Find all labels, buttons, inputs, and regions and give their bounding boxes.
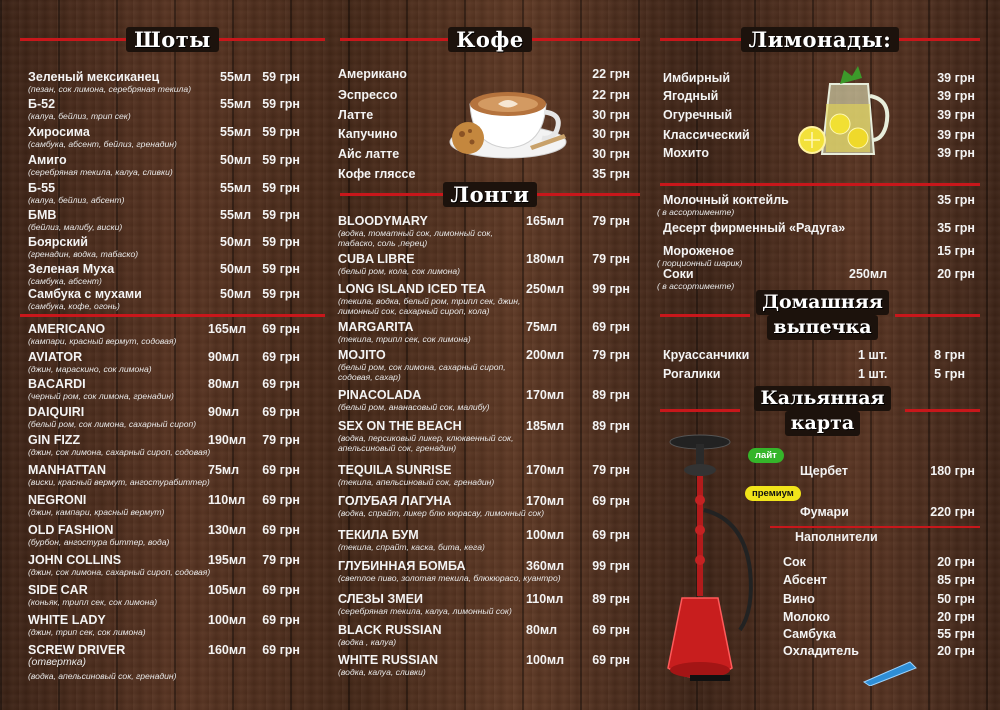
item-price: 20 грн <box>937 555 975 569</box>
item-name: MANHATTAN <box>28 463 106 477</box>
shots-title: Шоты <box>126 27 219 52</box>
item-qty: 1 шт. <box>858 367 888 381</box>
item-name: ГЛУБИННАЯ БОМБА <box>338 559 466 573</box>
item-name: SIDE CAR <box>28 583 88 597</box>
item-name: Кофе гляссе <box>338 167 416 181</box>
item-volume: 190мл <box>208 433 247 447</box>
pastry-title-line1: Домашняя <box>756 290 889 315</box>
item-price: 30 грн <box>592 108 630 122</box>
coffee-header <box>340 24 640 54</box>
lite-badge: лайт <box>748 448 784 463</box>
item-volume: 110мл <box>208 493 246 507</box>
section-divider <box>770 526 980 528</box>
item-volume: 105мл <box>208 583 247 597</box>
item-name: Соки <box>663 267 694 281</box>
item-desc: (виски, красный вермут, ангостурабиттер) <box>28 477 210 487</box>
item-name: MOJITO <box>338 348 386 362</box>
item-name: Вино <box>783 592 815 606</box>
item-volume: 50мл <box>220 235 252 249</box>
item-volume: 170мл <box>526 388 565 402</box>
item-name: DAIQUIRI <box>28 405 85 419</box>
item-volume: 75мл <box>208 463 240 477</box>
item-price: 20 грн <box>937 267 975 281</box>
item-qty: 1 шт. <box>858 348 888 362</box>
item-desc: (самбука, абсент, бейлиз, гренадин) <box>28 139 177 149</box>
item-price: 20 грн <box>937 610 975 624</box>
item-desc: (белый ром, ананасовый сок, малибу) <box>338 402 490 412</box>
item-price: 69 грн <box>592 528 630 542</box>
item-volume: 55мл <box>220 70 252 84</box>
fillers-title: Наполнители <box>795 530 878 544</box>
item-name: Рогалики <box>663 367 721 381</box>
item-desc: (текила, спрайт, каска, бита, кега) <box>338 542 485 552</box>
item-desc: (черный ром, сок лимона, гренадин) <box>28 391 174 401</box>
item-desc-2: апельсиновый сок, гренадин) <box>338 443 457 453</box>
item-price: 59 грн <box>262 287 300 301</box>
item-price: 69 грн <box>592 653 630 667</box>
item-price: 39 грн <box>937 71 975 85</box>
item-volume: 250мл <box>849 267 888 281</box>
item-desc: (текила, апельсиновый сок, гренадин) <box>338 477 495 487</box>
item-name: Самбука с мухами <box>28 287 142 301</box>
item-price: 79 грн <box>262 433 300 447</box>
item-price: 79 грн <box>592 463 630 477</box>
item-desc-2: содовая, сахар) <box>338 372 401 382</box>
item-name: Классический <box>663 128 750 142</box>
item-name: SEX ON THE BEACH <box>338 419 462 433</box>
item-desc: ( в ассортименте) <box>657 207 735 217</box>
lemonades-header <box>660 24 980 54</box>
item-name: GIN FIZZ <box>28 433 81 447</box>
hookah-title-line1: Кальянная <box>754 386 890 411</box>
item-price: 69 грн <box>262 322 300 336</box>
item-price: 69 грн <box>592 494 630 508</box>
item-volume: 160мл <box>208 643 247 657</box>
item-price: 35 грн <box>937 193 975 207</box>
item-price: 59 грн <box>262 208 300 222</box>
item-price: 89 грн <box>592 388 630 402</box>
shots-header <box>20 24 325 54</box>
item-price: 89 грн <box>592 592 630 606</box>
item-price: 79 грн <box>592 214 630 228</box>
item-name: Боярский <box>28 235 88 249</box>
item-name: NEGRONI <box>28 493 87 507</box>
item-name: ТЕКИЛА БУМ <box>338 528 419 542</box>
item-name: Хиросима <box>28 125 90 139</box>
longs-header <box>340 179 640 209</box>
item-name: BACARDI <box>28 377 86 391</box>
item-desc: ( в ассортименте) <box>657 281 735 291</box>
item-name: Мохито <box>663 146 709 160</box>
item-volume: 90мл <box>208 350 240 364</box>
item-price: 180 грн <box>930 464 975 478</box>
item-price: 69 грн <box>262 613 300 627</box>
item-name: Десерт фирменный «Радуга» <box>663 221 846 235</box>
item-volume: 55мл <box>220 125 252 139</box>
item-volume: 55мл <box>220 97 252 111</box>
item-name: Айс латте <box>338 147 400 161</box>
item-name: Латте <box>338 108 374 122</box>
item-price: 59 грн <box>262 125 300 139</box>
item-price: 39 грн <box>937 89 975 103</box>
item-desc: (текила, трипл сек, сок лимона) <box>338 334 471 344</box>
item-desc: (кампари, красный вермут, содовая) <box>28 336 177 346</box>
item-price: 69 грн <box>592 320 630 334</box>
item-volume: 80мл <box>526 623 558 637</box>
item-volume: 50мл <box>220 153 252 167</box>
item-price: 5 грн <box>934 367 965 381</box>
item-name: WHITE RUSSIAN <box>338 653 438 667</box>
item-desc: (джин, сок лимона, сахарный сироп, содовая) <box>28 447 211 457</box>
item-name: СЛЕЗЫ ЗМЕИ <box>338 592 423 606</box>
item-desc: (джин, мараскино, сок лимона) <box>28 364 152 374</box>
right-panel <box>655 0 1000 710</box>
item-volume: 50мл <box>220 262 252 276</box>
item-volume: 90мл <box>208 405 240 419</box>
item-price: 59 грн <box>262 235 300 249</box>
item-price: 35 грн <box>592 167 630 181</box>
item-price: 99 грн <box>592 559 630 573</box>
item-price: 79 грн <box>592 252 630 266</box>
item-volume: 360мл <box>526 559 565 573</box>
item-volume: 50мл <box>220 287 252 301</box>
item-desc: (водка, томатный сок, лимонный сок, <box>338 228 493 238</box>
item-name: AVIATOR <box>28 350 83 364</box>
item-name: CUBA LIBRE <box>338 252 415 266</box>
item-desc: (водка, калуа, сливки) <box>338 667 426 677</box>
item-volume: 170мл <box>526 463 565 477</box>
item-name: Б-52 <box>28 97 56 111</box>
item-desc: (бейлиз, малибу, виски) <box>28 222 123 232</box>
item-desc: (водка, апельсиновый сок, гренадин) <box>28 671 177 681</box>
item-name: PINACOLADA <box>338 388 422 402</box>
item-price: 69 грн <box>262 583 300 597</box>
item-price: 89 грн <box>592 419 630 433</box>
item-price: 59 грн <box>262 97 300 111</box>
item-name: Б-55 <box>28 181 56 195</box>
item-desc: (бурбон, ангостура биттер, вода) <box>28 537 170 547</box>
item-name: Охладитель <box>783 644 859 658</box>
section-divider <box>20 314 325 317</box>
item-price: 59 грн <box>262 70 300 84</box>
item-price: 55 грн <box>937 627 975 641</box>
item-name: Сок <box>783 555 806 569</box>
hookah-icon <box>660 430 770 705</box>
item-desc: (джин, сок лимона, сахарный сироп, содовая) <box>28 567 211 577</box>
item-price: 30 грн <box>592 127 630 141</box>
item-price: 39 грн <box>937 108 975 122</box>
item-price: 85 грн <box>937 573 975 587</box>
item-desc: (водка , калуа) <box>338 637 397 647</box>
item-desc: (серебряная текила, калуа, лимонный сок) <box>338 606 512 616</box>
section-divider <box>895 314 980 317</box>
item-price: 50 грн <box>937 592 975 606</box>
item-name: Молоко <box>783 610 830 624</box>
lemonades-title: Лимонады: <box>741 27 900 52</box>
pastry-title-line2: выпечка <box>767 315 877 340</box>
item-name: Самбука <box>783 627 836 641</box>
left-panel <box>0 0 330 710</box>
item-price: 69 грн <box>262 350 300 364</box>
item-desc: (самбука, кофе, огонь) <box>28 301 120 311</box>
item-volume: 250мл <box>526 282 565 296</box>
section-divider <box>660 183 980 186</box>
item-name: Мороженое <box>663 244 734 258</box>
item-note: (отвертка) <box>28 656 87 668</box>
item-price: 69 грн <box>262 405 300 419</box>
item-price: 79 грн <box>262 553 300 567</box>
item-name: OLD FASHION <box>28 523 114 537</box>
item-desc: (пезан, сок лимона, серебряная текила) <box>28 84 192 94</box>
coffee-cup-icon <box>440 74 575 166</box>
item-price: 15 грн <box>937 244 975 258</box>
item-volume: 165мл <box>208 322 247 336</box>
item-desc: (калуа, бейлиз, трип сек) <box>28 111 131 121</box>
item-desc: (текила, водка, белый ром, трипл сек, джин, <box>338 296 521 306</box>
item-price: 69 грн <box>262 493 300 507</box>
item-volume: 200мл <box>526 348 565 362</box>
item-price: 79 грн <box>592 348 630 362</box>
item-volume: 100мл <box>526 528 565 542</box>
middle-panel <box>330 0 655 710</box>
item-desc: (водка, персиковый ликер, клюквенный сок, <box>338 433 514 443</box>
item-price: 8 грн <box>934 348 965 362</box>
longs-title: Лонги <box>443 182 538 207</box>
item-name: BLOODYMARY <box>338 214 428 228</box>
item-volume: 195мл <box>208 553 247 567</box>
item-name: Щербет <box>800 464 848 478</box>
item-name: MARGARITA <box>338 320 414 334</box>
item-name: Американо <box>338 67 407 81</box>
item-price: 20 грн <box>937 644 975 658</box>
item-name: Капучино <box>338 127 398 141</box>
item-volume: 100мл <box>208 613 247 627</box>
item-price: 35 грн <box>937 221 975 235</box>
item-price: 69 грн <box>592 623 630 637</box>
item-name: Молочный коктейль <box>663 193 789 207</box>
item-name: Фумари <box>800 505 849 519</box>
item-desc: (белый ром, сок лимона, сахарный сироп, <box>338 362 506 372</box>
item-name: LONG ISLAND ICED TEA <box>338 282 486 296</box>
item-name: BLACK RUSSIAN <box>338 623 442 637</box>
item-desc: (коньяк, трипл сек, сок лимона) <box>28 597 158 607</box>
item-desc: (самбука, абсент) <box>28 276 102 286</box>
item-price: 39 грн <box>937 146 975 160</box>
item-volume: 110мл <box>526 592 564 606</box>
item-name: WHITE LADY <box>28 613 106 627</box>
item-desc: (гренадин, водка, табаско) <box>28 249 139 259</box>
item-name: Ягодный <box>663 89 719 103</box>
item-volume: 55мл <box>220 208 252 222</box>
item-name: TEQUILA SUNRISE <box>338 463 452 477</box>
item-desc: (серебряная текила, калуа, сливки) <box>28 167 173 177</box>
item-price: 22 грн <box>592 67 630 81</box>
item-price: 59 грн <box>262 262 300 276</box>
pastry-title <box>750 290 895 340</box>
item-desc: ( порционный шарик) <box>657 258 743 268</box>
item-price: 59 грн <box>262 153 300 167</box>
item-desc: (калуа, бейлиз, абсент) <box>28 195 125 205</box>
item-name: Эспрессо <box>338 88 398 102</box>
item-name: Амиго <box>28 153 67 167</box>
item-volume: 165мл <box>526 214 565 228</box>
item-price: 220 грн <box>930 505 975 519</box>
item-name: Имбирный <box>663 71 731 85</box>
item-name: Огуречный <box>663 108 733 122</box>
coffee-title: Кофе <box>448 27 531 52</box>
item-name: Зеленый мексиканец <box>28 70 160 84</box>
hookah-title-line2: карта <box>785 411 860 436</box>
item-desc: (светлое пиво, золотая текила, блюкюрасо, куантро) <box>338 573 561 583</box>
item-name: БМВ <box>28 208 57 222</box>
lemonade-jug-icon <box>790 64 900 164</box>
item-desc: (белый ром, сок лимона, сахарный сироп) <box>28 419 197 429</box>
item-desc-2: табаско, соль ,перец) <box>338 238 428 248</box>
item-name: Круассанчики <box>663 348 750 362</box>
item-price: 99 грн <box>592 282 630 296</box>
item-name: SCREW DRIVER <box>28 643 126 657</box>
item-volume: 180мл <box>526 252 565 266</box>
item-volume: 80мл <box>208 377 240 391</box>
item-price: 22 грн <box>592 88 630 102</box>
item-volume: 100мл <box>526 653 565 667</box>
item-name: JOHN COLLINS <box>28 553 122 567</box>
item-volume: 55мл <box>220 181 252 195</box>
item-volume: 170мл <box>526 494 565 508</box>
section-divider <box>660 409 740 412</box>
item-price: 59 грн <box>262 181 300 195</box>
item-volume: 75мл <box>526 320 558 334</box>
item-desc-2: лимонный сок, сахарный сироп, кола) <box>338 306 490 316</box>
item-name: ГОЛУБАЯ ЛАГУНА <box>338 494 452 508</box>
item-price: 69 грн <box>262 643 300 657</box>
section-divider <box>905 409 980 412</box>
item-price: 69 грн <box>262 523 300 537</box>
item-desc: (водка, спрайт, ликер блю кюрасау, лимонный сок) <box>338 508 545 518</box>
item-name: Зеленая Муха <box>28 262 115 276</box>
item-desc: (джин, трип сек, сок лимона) <box>28 627 146 637</box>
item-price: 39 грн <box>937 128 975 142</box>
item-volume: 130мл <box>208 523 247 537</box>
item-volume: 185мл <box>526 419 565 433</box>
item-name: AMERICANO <box>28 322 106 336</box>
item-desc: (белый ром, кола, сок лимона) <box>338 266 460 276</box>
section-divider <box>660 314 750 317</box>
item-desc: (джин, кампари, красный вермут) <box>28 507 165 517</box>
item-price: 30 грн <box>592 147 630 161</box>
item-price: 69 грн <box>262 377 300 391</box>
item-price: 69 грн <box>262 463 300 477</box>
premium-badge: премиум <box>745 486 801 501</box>
hookah-title <box>740 386 905 436</box>
mouthpiece-icon <box>860 658 920 686</box>
item-name: Абсент <box>783 573 827 587</box>
